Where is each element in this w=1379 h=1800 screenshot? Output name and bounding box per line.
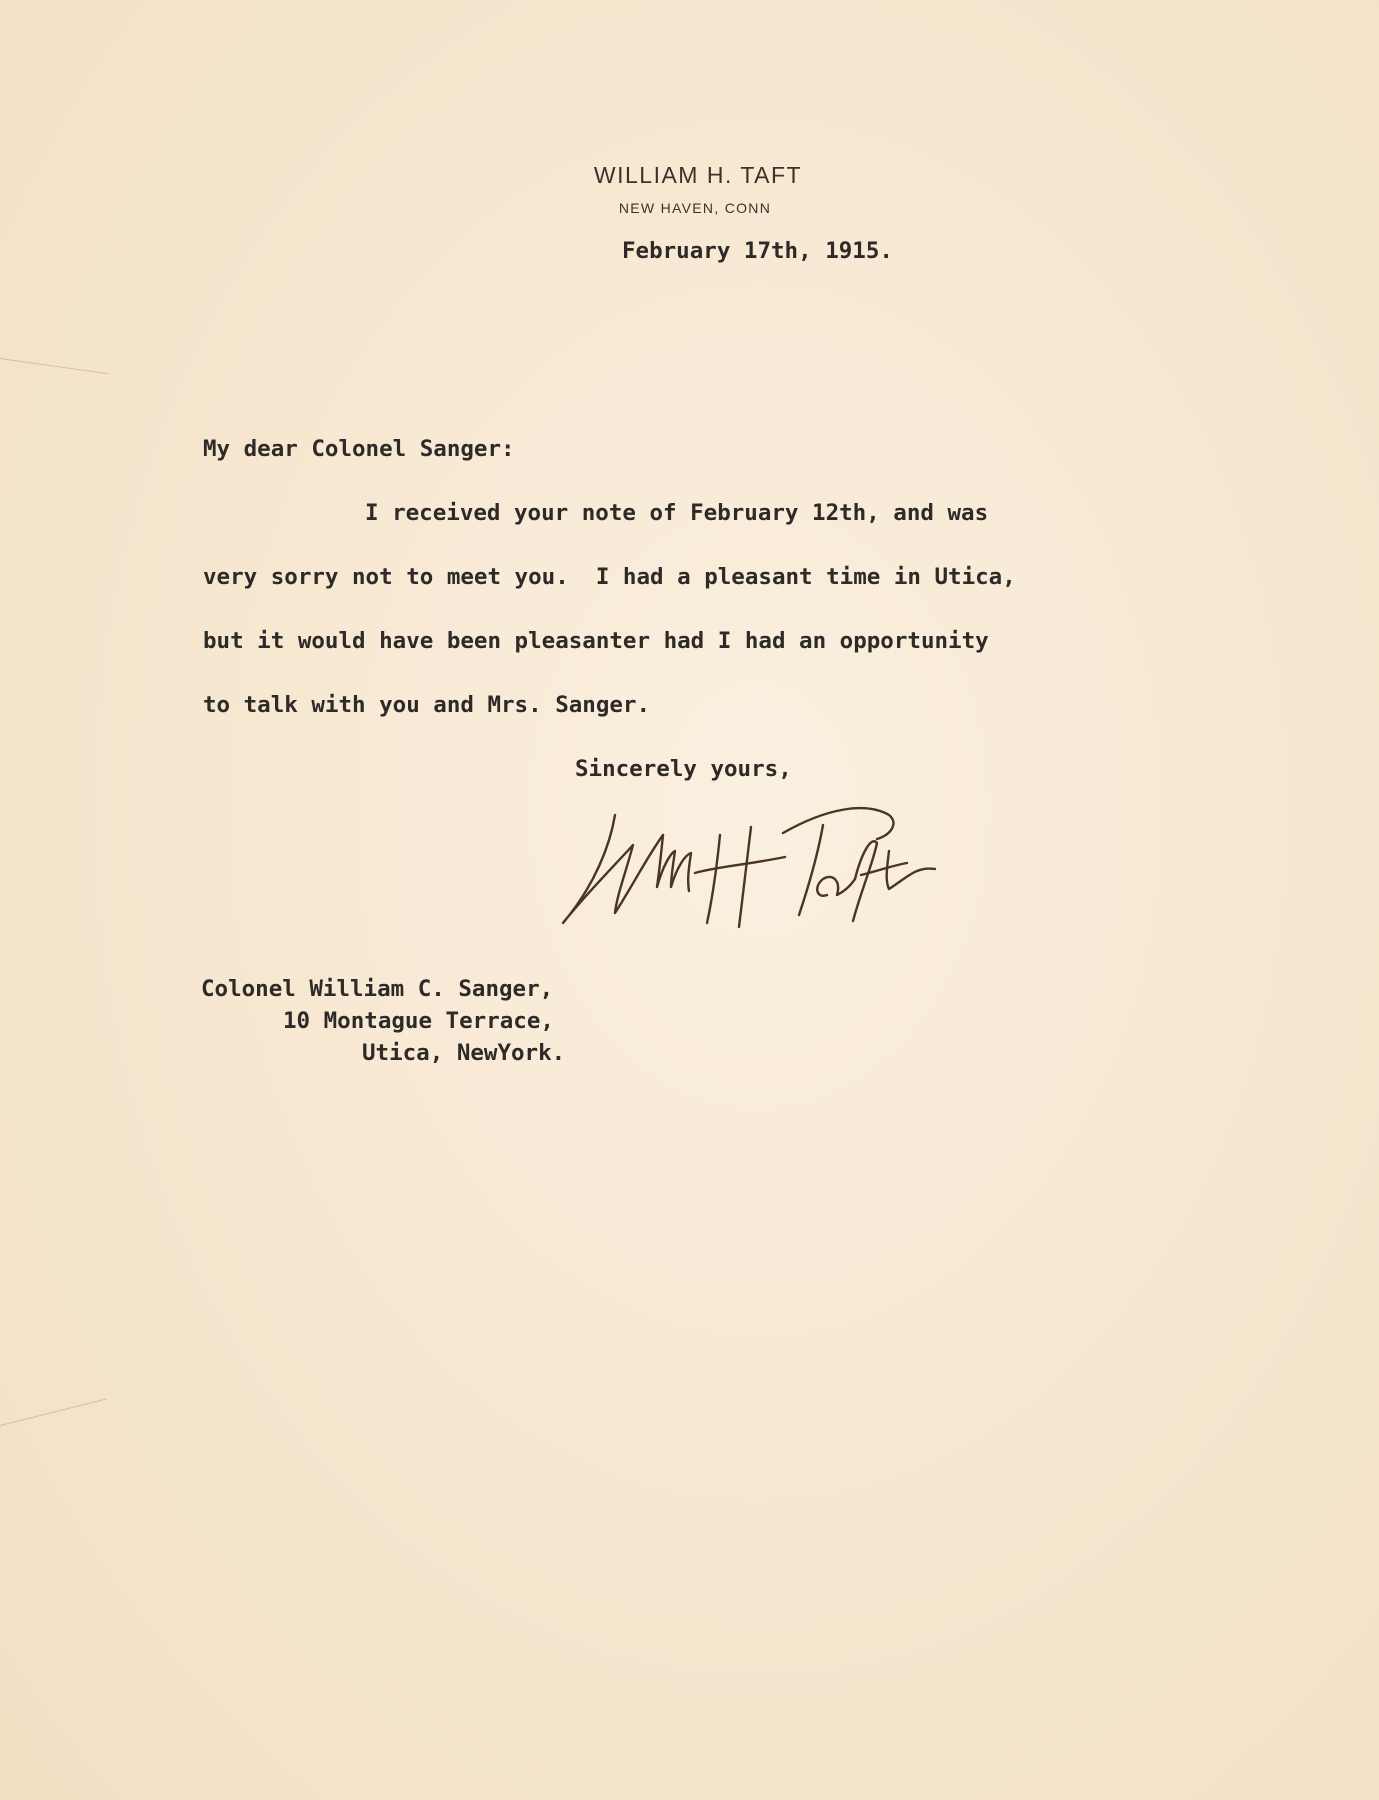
letterhead-name: WILLIAM H. TAFT (593, 162, 803, 188)
address-line: Utica, NewYork. (362, 1040, 566, 1066)
address-line: Colonel William C. Sanger, (201, 976, 554, 1002)
letter-date: February 17th, 1915. (622, 238, 893, 264)
body-line: I received your note of February 12th, and was (365, 500, 989, 526)
closing: Sincerely yours, (575, 756, 792, 782)
salutation: My dear Colonel Sanger: (203, 436, 515, 462)
address-line: 10 Montague Terrace, (283, 1008, 554, 1034)
paper-crease-bottom (0, 1398, 107, 1426)
paper-crease-top (0, 358, 109, 374)
signature (555, 795, 995, 935)
letterhead-place: NEW HAVEN, CONN (618, 200, 772, 216)
body-line: but it would have been pleasanter had I had an opportunity (203, 628, 989, 654)
body-line: very sorry not to meet you. I had a pleasant time in Utica, (203, 564, 1016, 590)
body-line: to talk with you and Mrs. Sanger. (203, 692, 651, 718)
